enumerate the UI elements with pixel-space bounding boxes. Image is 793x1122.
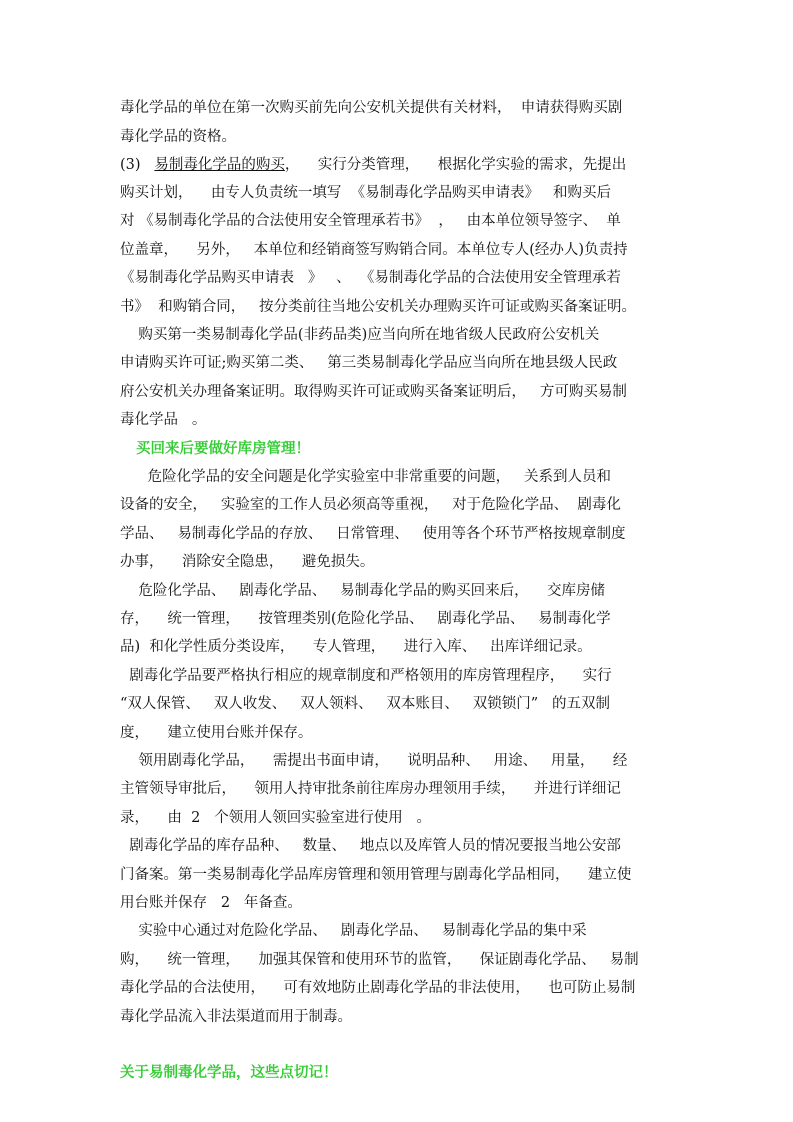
- section-heading: 买回来后要做好库房管理！: [136, 441, 310, 457]
- text-span: ， 实行分类管理， 根据化学实验的需求，先提出: [284, 157, 627, 173]
- paragraph-line: 剧毒化学品要严格执行相应的规章制度和严格领用的库房管理程序， 实行: [120, 668, 612, 684]
- paragraph-line: 品) 和化学性质分类设库， 专人管理， 进行入库、 出库详细记录。: [120, 639, 592, 655]
- paragraph-line: 申请购买许可证;购买第二类、 第三类易制毒化学品应当向所在地县级人民政: [120, 355, 618, 371]
- paragraph-line: 实验中心通过对危险化学品、 剧毒化学品、 易制毒化学品的集中采: [120, 923, 587, 939]
- paragraph-line: 录， 由 2 个领用人领回实验室进行使用 。: [120, 810, 432, 826]
- paragraph-line: 书》 和购销合同， 按分类前往当地公安机关办理购买许可证或购买备案证明。: [120, 299, 637, 315]
- paragraph-line: “双人保管、 双人收发、 双人领料、 双本账目、 双锁锁门” 的五双制: [120, 696, 610, 712]
- section-heading: 关于易制毒化学品，这些点切记！: [120, 1065, 338, 1081]
- paragraph-line: 毒化学品的资格。: [120, 129, 236, 145]
- paragraph-line: 学品、 易制毒化学品的存放、 日常管理、 使用等各个环节严格按规章制度: [120, 526, 626, 542]
- paragraph-line: 毒化学品流入非法渠道而用于制毒。: [120, 1009, 352, 1025]
- paragraph-line: 位盖章， 另外， 本单位和经销商签写购销合同。本单位专人(经办人)负责持: [120, 242, 628, 258]
- paragraph-line: 领用剧毒化学品， 需提出书面申请， 说明品种、 用途、 用量， 经: [120, 753, 628, 769]
- paragraph-line: 度， 建立使用台账并保存。: [120, 725, 313, 741]
- paragraph-line: 毒化学品的合法使用， 可有效地防止剧毒化学品的非法使用， 也可防止易制: [120, 980, 636, 996]
- underlined-phrase: 易制毒化学品的购买: [154, 157, 285, 173]
- paragraph-line: 购， 统一管理， 加强其保管和使用环节的监管， 保证剧毒化学品、 易制: [120, 952, 639, 968]
- paragraph-line: 危险化学品、 剧毒化学品、 易制毒化学品的购买回来后， 交库房储: [120, 583, 606, 599]
- paragraph-line: 《易制毒化学品购买申请表 》 、 《易制毒化学品的合法使用安全管理承若: [120, 270, 621, 286]
- paragraph-line: 门备案。第一类易制毒化学品库房管理和领用管理与剧毒化学品相同， 建立使: [120, 867, 632, 883]
- paragraph-line: 危险化学品的安全问题是化学实验室中非常重要的问题， 关系到人员和: [120, 469, 611, 485]
- paragraph-line: 主管领导审批后， 领用人持审批条前往库房办理领用手续， 并进行详细记: [120, 781, 621, 797]
- paragraph-line: 办事， 消除安全隐患， 避免损失。: [120, 554, 375, 570]
- paragraph-line: 购买第一类易制毒化学品(非药品类)应当向所在地省级人民政府公安机关: [120, 327, 600, 343]
- list-number: (3): [120, 157, 155, 173]
- paragraph-line: [120, 155, 680, 175]
- paragraph-line: 用台账并保存 2 年备查。: [120, 895, 302, 911]
- paragraph-line: 毒化学品 。: [120, 412, 207, 428]
- paragraph-line: 存， 统一管理， 按管理类别(危险化学品、 剧毒化学品、 易制毒化学: [120, 611, 611, 627]
- paragraph-line: 毒化学品的单位在第一次购买前先向公安机关提供有关材料， 申请获得购买剧: [120, 100, 623, 116]
- paragraph-line: 设备的安全， 实验室的工作人员必须高等重视， 对于危险化学品、 剧毒化: [120, 497, 621, 513]
- paragraph-line: 剧毒化学品的库存品种、 数量、 地点以及库管人员的情况要报当地公安部: [120, 838, 621, 854]
- paragraph-line: 府公安机关办理备案证明。取得购买许可证或购买备案证明后， 方可购买易制: [120, 384, 627, 400]
- paragraph-line: 对 《易制毒化学品的合法使用安全管理承若书》 ， 由本单位领导签字、 单: [120, 213, 621, 229]
- paragraph-line: 购买计划， 由专人负责统一填写 《易制毒化学品购买申请表》 和购买后: [120, 185, 611, 201]
